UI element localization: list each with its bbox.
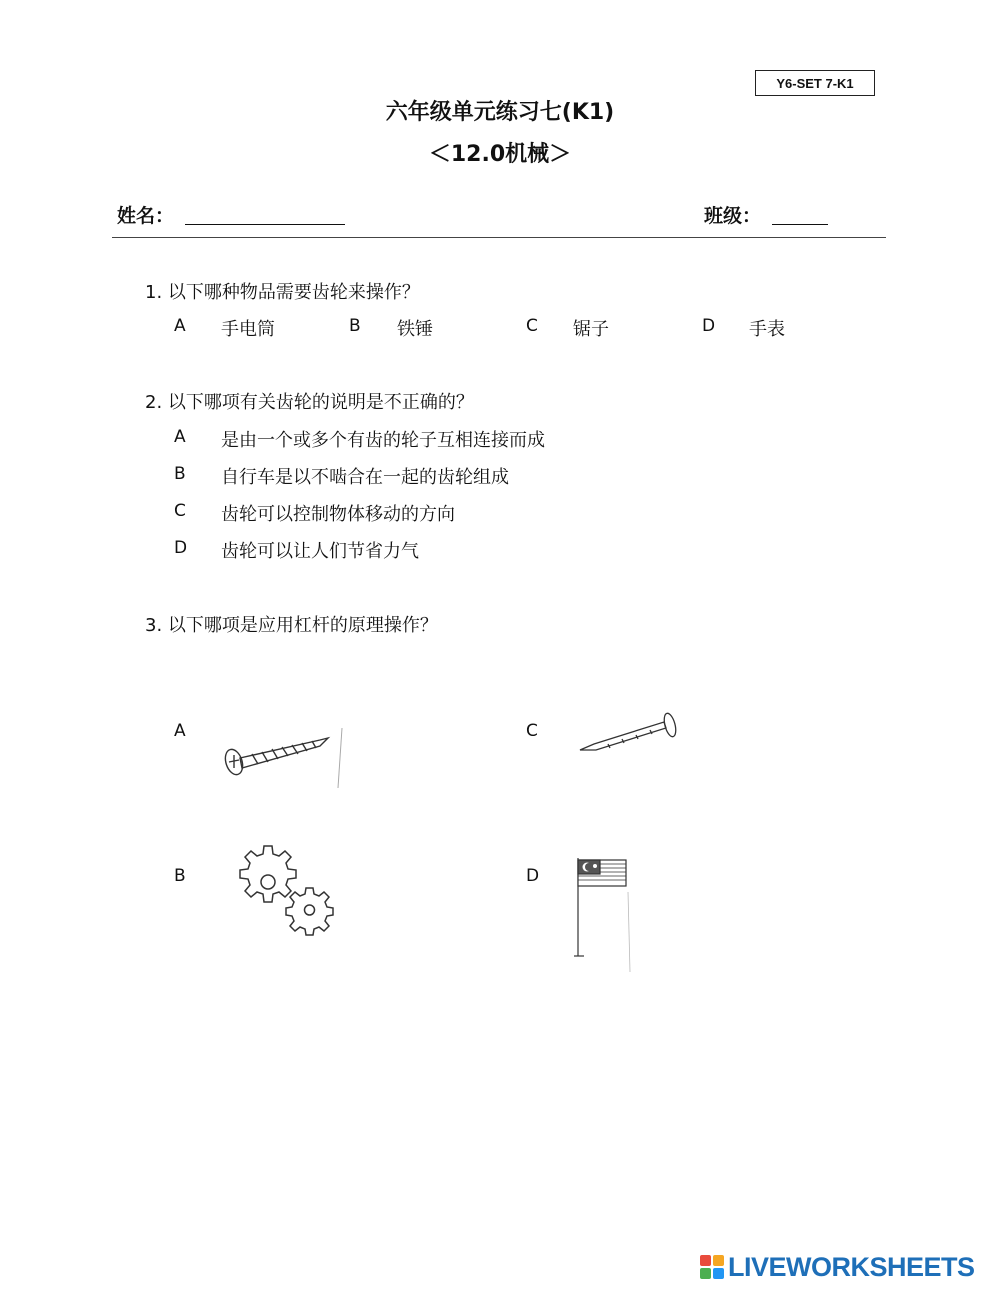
q2-option-a[interactable]: A: [174, 427, 186, 447]
question-number: 3.: [145, 615, 163, 636]
q3-option-c[interactable]: C: [526, 721, 538, 741]
liveworksheets-logo-icon: [700, 1255, 724, 1279]
q1-option-a[interactable]: [174, 315, 186, 336]
q2-option-b-text: 自行车是以不啮合在一起的齿轮组成: [221, 467, 509, 488]
q2-option-c-text: 齿轮可以控制物体移动的方向: [221, 504, 455, 525]
worksheet-subtitle: ＜12.0机械＞: [428, 142, 572, 167]
question-text: 以下哪项有关齿轮的说明是不正确的？: [167, 392, 474, 413]
set-code: Y6-SET 7-K1: [776, 75, 854, 91]
q2-option-b[interactable]: B: [174, 464, 186, 484]
q1-option-d-text: 手表: [749, 319, 785, 340]
q3-option-d[interactable]: D: [526, 866, 540, 886]
flag-icon: [570, 852, 640, 977]
question-1: [145, 278, 420, 304]
q2-option-d-text: 齿轮可以让人们节省力气: [221, 541, 419, 562]
question-number: 1.: [145, 282, 163, 303]
q1-option-a-text: 手电筒: [221, 319, 275, 340]
q1-option-d[interactable]: [702, 315, 715, 336]
option-letter: B: [349, 316, 361, 336]
q1-option-b-text: 铁锤: [397, 319, 433, 340]
q1-option-c[interactable]: [526, 315, 538, 336]
q2-option-c[interactable]: C: [174, 501, 186, 521]
class-blank[interactable]: [772, 204, 828, 225]
worksheet-title: 六年级单元练习七(K1): [385, 100, 615, 125]
question-2: [145, 388, 474, 414]
question-text: 以下哪种物品需要齿轮来操作？: [167, 282, 420, 303]
q1-option-b[interactable]: [349, 315, 361, 336]
screw-icon: [220, 722, 350, 790]
q1-option-c-text: 锯子: [573, 319, 609, 340]
question-3: [145, 611, 438, 637]
option-letter: D: [702, 316, 716, 336]
q2-option-a-text: 是由一个或多个有齿的轮子互相连接而成: [221, 430, 545, 451]
gears-icon: [226, 842, 342, 942]
class-label: 班级：: [704, 205, 762, 227]
question-text: 以下哪项是应用杠杆的原理操作？: [167, 615, 438, 636]
brand-name: LIVEWORKSHEETS: [728, 1251, 975, 1282]
question-number: 2.: [145, 392, 163, 413]
q3-option-a[interactable]: A: [174, 721, 186, 741]
q3-option-b[interactable]: B: [174, 866, 186, 886]
nail-icon: [578, 708, 688, 758]
name-label: 姓名：: [117, 205, 175, 227]
header-divider: [112, 237, 886, 238]
option-letter: C: [526, 316, 538, 336]
option-letter: A: [174, 316, 186, 336]
q2-option-d[interactable]: D: [174, 538, 188, 558]
set-code-box: [755, 70, 875, 96]
name-blank[interactable]: [185, 204, 345, 225]
footer-brand: [700, 1250, 995, 1284]
